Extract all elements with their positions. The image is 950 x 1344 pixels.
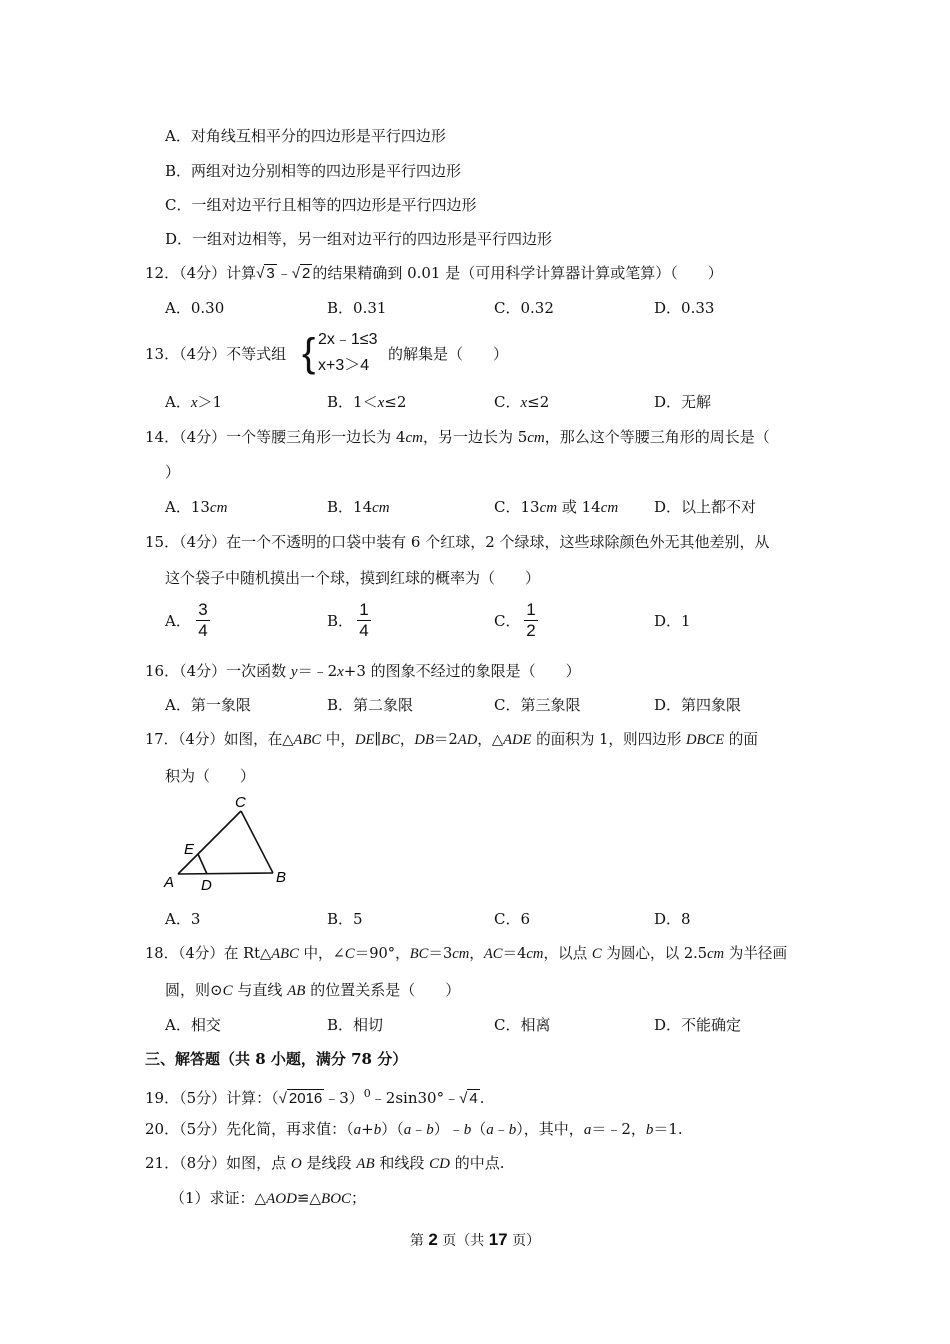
q13-option-a-var: x: [190, 395, 198, 411]
q13-option-c-var: x: [520, 395, 528, 411]
q18-cm-2: cm: [526, 946, 544, 962]
q17-label-c: C: [235, 794, 246, 811]
q13-option-b: [327, 392, 406, 413]
q19-stem: [145, 1084, 484, 1109]
q18-option-b: B．相切: [327, 1016, 384, 1034]
q13-option-a-label: A．: [165, 393, 191, 411]
q14-option-a-label: A．13: [165, 498, 210, 516]
q13-suffix: 的解集是（ ）: [388, 345, 509, 363]
q17-t7: 的面积为 1，则四边形: [531, 731, 686, 748]
q12-sqrt-3: √ 3: [256, 265, 275, 282]
q16-option-c: C．第三象限: [494, 696, 581, 714]
q19-prefix: 19．（5分）计算：（: [145, 1089, 279, 1107]
q16-stem: [145, 661, 581, 682]
q17-label-e: E: [184, 841, 195, 858]
q17-t6: ，△: [477, 731, 504, 748]
q20-p1: ）（: [381, 1120, 404, 1138]
q20-a1: a: [353, 1122, 362, 1138]
q18-t7: ，以点: [543, 945, 592, 962]
q16-mid: ＝﹣2: [297, 662, 338, 680]
q13-ineq-2: x+3＞4: [318, 357, 370, 374]
q13-option-a: [165, 392, 222, 413]
q20-b1: b: [373, 1122, 382, 1138]
q16-prefix: 16．（4分）一次函数: [145, 662, 291, 680]
q12-sqrt-2: √ 2: [291, 265, 311, 282]
q21-cd: CD: [429, 1156, 451, 1172]
q15-option-a-num: 3: [198, 600, 208, 619]
q13-option-b-var: x: [377, 395, 385, 411]
q17-t3: ∥: [374, 731, 382, 748]
q17-label-b: B: [276, 869, 287, 886]
q18-option-a: A．相交: [165, 1016, 221, 1034]
q15-option-c-num: 1: [526, 600, 536, 619]
q20-a2: a: [403, 1122, 412, 1138]
q12-option-d: D．0.33: [654, 299, 715, 317]
q17-triangle-figure: [160, 790, 300, 900]
q19-radicand-2: 4: [469, 1090, 478, 1107]
q13-option-c-label: C．: [494, 393, 521, 411]
q16-option-a: A．第一象限: [165, 696, 251, 714]
q20-a3: a: [486, 1122, 494, 1138]
q17-t8: 的面: [724, 731, 758, 748]
q18-t8: 为圆心，以 2.5: [601, 945, 708, 962]
q13-prefix: 13．（4分）不等式组: [145, 345, 287, 363]
q13-brace: {: [302, 331, 316, 375]
q20-plus: +: [361, 1120, 374, 1138]
q14-text-c: ，那么这个等腰三角形的周长是（: [544, 428, 770, 446]
q19-mid: ﹣3）: [324, 1089, 364, 1107]
q12-prefix: 12．（4分）计算: [145, 264, 257, 282]
q13-option-d: D．无解: [654, 393, 712, 411]
q12-stem: [145, 263, 723, 284]
q20-p2: ）﹣: [433, 1120, 464, 1138]
q17-ade: ADE: [503, 732, 532, 748]
q18-cm-3: cm: [707, 946, 725, 962]
q21-p2: 是线段: [301, 1154, 357, 1172]
q14-unit-1: cm: [405, 430, 423, 446]
q18-ab: AB: [287, 983, 306, 999]
q11-option-b: B．两组对边分别相等的四边形是平行四边形: [165, 162, 462, 180]
q14-option-c: [494, 497, 618, 518]
q16-suffix: +3 的图象不经过的象限是（ ）: [343, 662, 581, 680]
q21-subquestion-1: [170, 1188, 366, 1209]
q15-option-b-num: 1: [359, 600, 369, 619]
q15-stem-line2: 这个袋子中随机摸出一个球，摸到红球的概率为（ ）: [165, 569, 541, 587]
q17-option-a: A．3: [165, 910, 201, 928]
footer-post: 页）: [507, 1233, 541, 1249]
q15-option-b-den: 4: [359, 621, 369, 640]
q17-side-ab: [178, 873, 273, 874]
q20-m1: ﹣: [411, 1120, 427, 1138]
q18-stem-line1: [145, 944, 787, 964]
footer-mid: 页（共: [437, 1233, 489, 1249]
q14-option-d: D．以上都不对: [654, 498, 757, 516]
q12-option-b: B．0.31: [327, 299, 387, 317]
q21-boc: BOC: [321, 1191, 352, 1207]
section-3-heading: 三、解答题（共 8 小题，满分 78 分）: [145, 1050, 408, 1068]
q18-l2c: 的位置关系是（ ）: [305, 981, 461, 999]
q13-option-c-rest: ≤2: [527, 393, 550, 411]
q21-stem: [145, 1153, 505, 1174]
q18-l2a: 圆，则⊙: [165, 981, 223, 999]
q18-option-c: C．相离: [494, 1016, 551, 1034]
q18-t4: ＝3: [428, 945, 453, 962]
q13-option-a-rest: ＞1: [197, 393, 223, 411]
q13-option-b-label: B．: [327, 393, 354, 411]
q21-ab: AB: [356, 1156, 375, 1172]
q19-radicand: 2016: [288, 1090, 323, 1107]
q14-option-a: [165, 497, 227, 518]
q21-sub1-a: （1）求证：△: [170, 1189, 267, 1207]
q12-radicand-2: 2: [301, 265, 311, 282]
q20-p3: （: [471, 1120, 487, 1138]
footer-total-pages: 17: [488, 1230, 508, 1249]
q12-option-a: A．0.30: [165, 299, 225, 317]
q14-text-b: ，另一边长为 5: [422, 428, 528, 446]
q17-segment-de: [198, 854, 207, 874]
q15-option-a-label: A．: [165, 612, 191, 630]
q13-option-b-rest: ≤2: [384, 393, 407, 411]
q11-option-a: A．对角线互相平分的四边形是平行四边形: [165, 127, 446, 145]
q17-option-b: B．5: [327, 910, 363, 928]
q18-t1: 18．（4分）在 Rt△: [145, 945, 272, 962]
q17-label-a: A: [164, 874, 175, 891]
q18-t3: ＝90°，: [354, 945, 410, 962]
q20-prefix: 20．（5分）先化简，再求值：（: [145, 1120, 354, 1138]
q17-db: DB: [414, 732, 434, 748]
q17-stem-line2: 积为（ ）: [165, 767, 256, 785]
q19-sqrt-4: √ 4: [459, 1090, 478, 1107]
q17-option-c: C．6: [494, 910, 531, 928]
q14-option-b-label: B．14: [327, 498, 373, 516]
footer-page-number: 2: [428, 1230, 438, 1249]
q15-option-c-fraction: [524, 601, 538, 640]
q16-var-x: x: [337, 664, 344, 680]
q17-stem-line1: [145, 730, 758, 750]
q21-sub1-b: ≌△: [296, 1189, 322, 1207]
q21-aod: AOD: [266, 1191, 297, 1207]
q18-t9: 为半径画: [724, 945, 788, 962]
q15-option-c-den: 2: [526, 621, 536, 640]
q14-option-a-unit: cm: [209, 500, 228, 516]
q15-option-a-den: 4: [198, 621, 208, 640]
q16-option-b: B．第二象限: [327, 696, 414, 714]
q11-option-d: D．一组对边相等，另一组对边平行的四边形是平行四边形: [165, 230, 553, 248]
q20-b5: b: [645, 1122, 654, 1138]
q12-radicand-1: 3: [266, 265, 275, 282]
q19-exponent: 0: [363, 1087, 371, 1100]
q20-p6: ＝1.: [653, 1120, 683, 1138]
q12-suffix: 的结果精确到 0.01 是（可用科学计算器计算或笔算）（ ）: [312, 264, 723, 282]
q14-option-c-unit-2: cm: [600, 500, 619, 516]
q17-label-d: D: [201, 877, 212, 894]
q14-stem-line1: [145, 427, 770, 448]
q18-t6: ＝4: [502, 945, 527, 962]
q14-stem-line2: ）: [165, 463, 181, 481]
q13-ineq-1: 2x﹣1≤3: [318, 331, 378, 348]
q21-p1: 21．（8分）如图，点: [145, 1154, 291, 1172]
q13-option-b-left: 1＜: [353, 393, 378, 411]
q18-stem-line2: [165, 980, 460, 1001]
q20-b4: b: [508, 1122, 517, 1138]
q15-option-b-fraction: [357, 601, 371, 640]
q20-p5: ＝﹣2，: [591, 1120, 646, 1138]
q14-option-c-label: C．13: [494, 498, 540, 516]
q11-option-c: C．一组对边平行且相等的四边形是平行四边形: [165, 196, 477, 214]
q14-option-c-mid: 或 14: [557, 498, 601, 516]
q18-abc: ABC: [271, 946, 299, 962]
q18-t2: 中，∠: [298, 945, 345, 962]
q14-option-b-unit: cm: [372, 500, 390, 516]
q16-var-y: y: [290, 664, 298, 680]
q17-t1: 17．（4分）如图，在△: [145, 731, 294, 748]
q20-b3: b: [463, 1122, 472, 1138]
q21-sub1-c: ；: [351, 1189, 367, 1207]
page-footer: [0, 1230, 950, 1250]
q14-text-a: 14．（4分）一个等腰三角形一边长为 4: [145, 428, 406, 446]
q18-cm-1: cm: [452, 946, 470, 962]
q12-minus: ﹣: [276, 264, 292, 282]
q17-side-cb: [241, 811, 273, 873]
q17-t2: 中，: [321, 731, 355, 748]
q20-stem: [145, 1119, 683, 1140]
q19-end: .: [479, 1089, 485, 1107]
q21-p4: 的中点.: [450, 1154, 505, 1172]
q18-bc: BC: [409, 946, 429, 962]
q18-t5: ，: [469, 945, 484, 962]
q17-bc: BC: [381, 732, 400, 748]
q15-option-a-fraction: [196, 601, 210, 640]
q14-option-b: [327, 497, 390, 518]
q18-option-d: D．不能确定: [654, 1016, 742, 1034]
q12-option-c: C．0.32: [494, 299, 554, 317]
q17-de: DE: [354, 732, 375, 748]
q21-p3: 和线段: [374, 1154, 430, 1172]
q19-sqrt-2016: √ 2016: [278, 1090, 323, 1107]
q17-option-d: D．8: [654, 910, 691, 928]
q14-option-c-unit-1: cm: [539, 500, 558, 516]
q20-b2: b: [426, 1122, 434, 1138]
q15-stem-line1: 15．（4分）在一个不透明的口袋中装有 6 个红球，2 个绿球，这些球除颜色外无其他差别，从: [145, 533, 770, 551]
q17-dbce: DBCE: [686, 732, 725, 748]
q16-option-d: D．第四象限: [654, 696, 742, 714]
q15-option-d: D．1: [654, 612, 691, 630]
q20-a4: a: [583, 1122, 592, 1138]
q21-o: O: [290, 1156, 302, 1172]
q17-abc: ABC: [293, 732, 322, 748]
q15-option-c-label: C．: [494, 612, 521, 630]
q20-p4: ），其中，: [516, 1120, 584, 1138]
q18-c3: C: [222, 983, 233, 999]
q17-ad: AD: [457, 732, 478, 748]
q18-ac: AC: [483, 946, 503, 962]
q18-l2b: 与直线: [232, 981, 288, 999]
q17-t4: ，: [399, 731, 415, 748]
q14-unit-2: cm: [527, 430, 545, 446]
q15-option-b-label: B．: [327, 612, 354, 630]
q17-t5: ＝2: [433, 731, 458, 748]
footer-pre: 第: [409, 1233, 429, 1249]
q19-mid2: ﹣2sin30°﹣: [370, 1089, 460, 1107]
q13-option-c: [494, 392, 549, 413]
q18-c1: C: [344, 946, 355, 962]
q18-c2: C: [591, 946, 602, 962]
q20-m2: ﹣: [493, 1120, 509, 1138]
